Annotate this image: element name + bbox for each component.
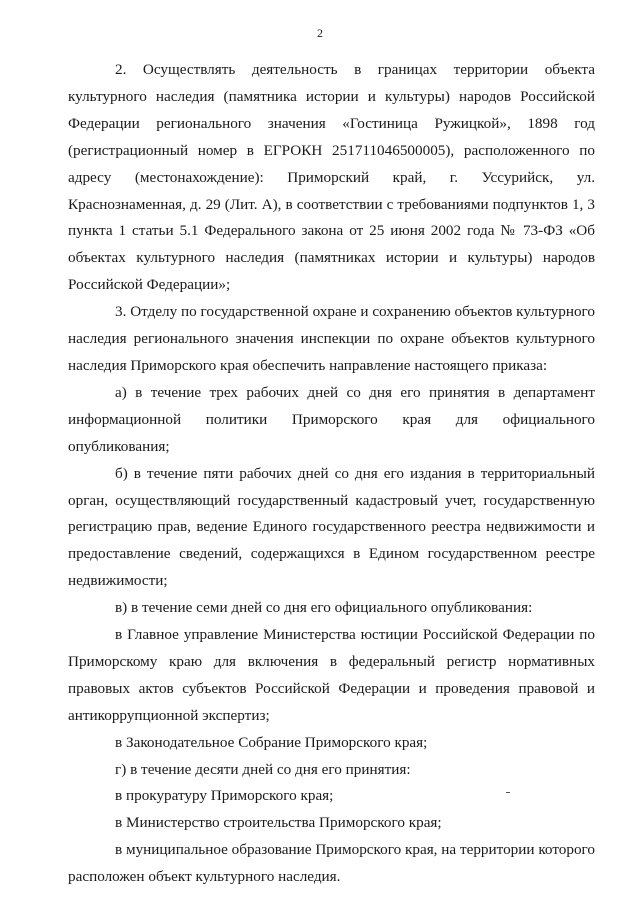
paragraph-subitem-g: г) в течение десяти дней со дня его принятия: [115, 760, 411, 778]
paragraph-construction-ministry: в Министерство строительства Приморского края; [115, 814, 442, 832]
paragraph-subitem-b: б) в течение пяти рабочих дней со дня его издания в территориальный орган, осуществляющий государственный кадастровый учет, государственную регистрацию прав, ведение Единого государственного реестра недвижимости и предоставление сведений, содержащихся в Едином государственном реестре недвижимости; [68, 464, 595, 590]
paragraph-legislative-assembly: в Законодательное Собрание Приморского края; [115, 733, 428, 751]
paragraph-municipality: в муниципальное образование Приморского края, на территории которого расположен объект культурного наследия. [68, 841, 595, 886]
page-number: 2 [317, 26, 323, 40]
paragraph-justice-ministry: в Главное управление Министерства юстиции Российской Федерации по Приморскому краю для включения в федеральный регистр нормативных правовых актов субъектов Российской Федерации и проведения правовой и антикоррупционной экспертиз; [68, 626, 595, 724]
paragraph-item-3: 3. Отделу по государственной охране и сохранению объектов культурного наследия регионального значения инспекции по охране объектов культурного наследия Приморского края обеспечить направление настоящего приказа: [68, 303, 595, 374]
paragraph-prosecutor: в прокуратуру Приморского края; [115, 787, 334, 805]
paragraph-subitem-v: в) в течение семи дней со дня его официального опубликования: [115, 599, 533, 617]
paragraph-subitem-a: а) в течение трех рабочих дней со дня его принятия в департамент информационной политики Приморского края для официального опубликования; [68, 383, 595, 455]
document-body [68, 57, 595, 891]
paragraph-item-2: 2. Осуществлять деятельность в границах территории объекта культурного наследия (памятника истории и культуры) народов Российской Федерации регионального значения «Гостиница Ружицкой», 1898 год (регистрационный номер в ЕГРОКН 251711046500005), расположенного по адресу (местонахождение): Приморский край, г. Уссурийск, ул. Краснознаменная, д. 29 (Лит. А), в соответствии с требованиями подпунктов 1, 3 пункта 1 статьи 5.1 Федерального закона от 25 июня 2002 года № 73-ФЗ «Об объектах культурного наследия (памятниках истории и культуры) народов Российской Федерации»; [68, 61, 595, 294]
scan-speck [506, 792, 510, 793]
